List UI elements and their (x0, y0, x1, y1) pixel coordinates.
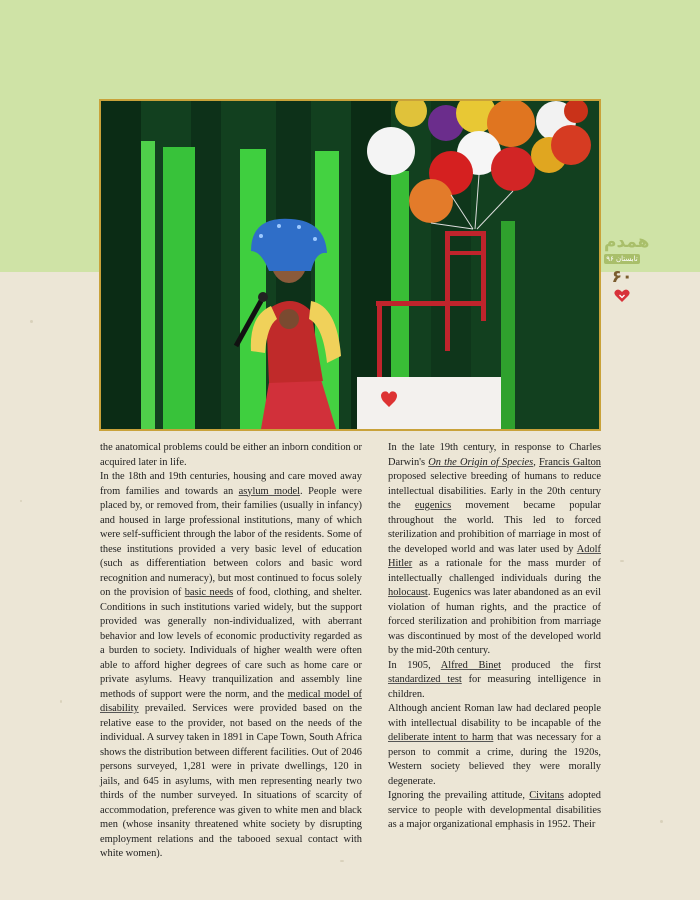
paragraph (100, 441, 362, 470)
text-run: Although ancient Roman law had declared people with intellectual disability to be incapable of the (388, 703, 601, 729)
logo-wordmark: همدم (604, 232, 650, 252)
deliberate-intent-link[interactable]: deliberate intent to harm (388, 732, 494, 743)
paper-speck (20, 500, 22, 502)
paragraph (388, 702, 601, 789)
standardized-test-link[interactable]: standardized test (388, 674, 462, 685)
text-run: proposed selective breeding of humans to reduce intellectual disabilities. Early in the 20th century the (388, 471, 601, 511)
civitans-link[interactable]: Civitans (529, 790, 564, 801)
paragraph (100, 470, 362, 862)
paragraph (388, 789, 601, 833)
text-run: adopted service to people with developmental disabilities as a major organizational emphasis in 1952. Their (388, 790, 601, 830)
text-run: that was necessary for a person to commit a crime, during the 1920s, Western society believed they were morally degenerate. (388, 732, 601, 787)
adolf-hitler-link[interactable]: Adolf Hitler (388, 543, 601, 569)
paragraph (388, 659, 601, 703)
basic-needs-link[interactable]: basic needs (184, 587, 234, 598)
right-text-column (388, 441, 601, 833)
left-text-column (100, 441, 362, 862)
text-run: of food, clothing, and shelter. Conditions in such institutions varied widely, but the support provided was generally non-individualized, with aberrant behavior and low levels of economic productivity regarded as a burden to society. Individuals of higher wealth were often able to afford higher degrees of care such as home care or private asylums. Heavy tranquilization and assembly line methods of support were the norm, and the (100, 587, 362, 700)
text-run: . People were placed by, or removed from, their families (usually in infancy) and housed in large professional institutions, many of which were self-sufficient through the labor of the residents. Some of these institutions provided a very basic level of education (such as differentiation between colors and basic word recognition and numeracy), but most continued to focus solely on the provision of (100, 485, 362, 598)
text-run: . Eugenics was later abandoned as an evil violation of human rights, and the practice of forced sterilization and prohibition from marriage was discontinued by most of the developed world by the mid-20th century. (388, 587, 601, 656)
asylum-model-link[interactable]: asylum model (238, 485, 301, 497)
page-number: ۶۰ (611, 267, 633, 287)
paragraph (388, 441, 601, 659)
issue-label: تابستان ۹۶ (604, 254, 640, 264)
origin-of-species-link[interactable]: On the Origin of Species (428, 456, 534, 468)
text-run: produced the first (501, 659, 601, 671)
heart-icon (614, 289, 630, 303)
text-run: , (533, 456, 539, 468)
francis-galton-link[interactable]: Francis Galton (538, 456, 601, 468)
medical-model-link[interactable]: medical model of disability (100, 688, 362, 714)
stage-photo (99, 99, 601, 431)
text-run: as a rationale for the mass murder of intellectually challenged individuals during the (388, 558, 601, 584)
text-run: In the 18th and 19th centuries, housing and care moved away from families and towards an (100, 471, 362, 497)
text-run: the anatomical problems could be either an inborn condition or acquired later in life. (100, 442, 362, 468)
paper-speck (30, 320, 33, 323)
text-run: Ignoring the prevailing attitude, (388, 790, 530, 801)
text-run: In 1905, (388, 659, 441, 671)
paper-speck (60, 700, 62, 703)
text-run: prevailed. Services were provided based on the relative ease to the provider, not based on the needs of the individual. A survey taken in 1891 in Cape Town, South Africa shows the distribution between different facilities. Out of 2046 persons surveyed, 1,281 were in private dwellings, 120 in jails, and 645 in asylums, with men representing nearly two thirds of the number surveyed. In situations of scarcity of accommodation, preference was given to white men and black men (whose insanity threatened white society by disrupting employment relations and the tabooed sexual contact with white women). (100, 703, 362, 859)
paper-speck (620, 560, 624, 562)
alfred-binet-link[interactable]: Alfred Binet (440, 659, 501, 671)
text-run: for measuring intelligence in children. (388, 674, 601, 700)
paper-speck (660, 820, 663, 823)
text-run: In the late 19th century, in response to Charles Darwin's (388, 442, 601, 468)
holocaust-link[interactable]: holocaust (388, 587, 428, 598)
stage-illustration (101, 101, 599, 429)
eugenics-link[interactable]: eugenics (414, 500, 452, 511)
magazine-logo (604, 232, 650, 303)
text-run: movement became popular throughout the world. This led to forced sterilization and prohibition of marriage in most of the developed world and was later used by (388, 500, 602, 555)
